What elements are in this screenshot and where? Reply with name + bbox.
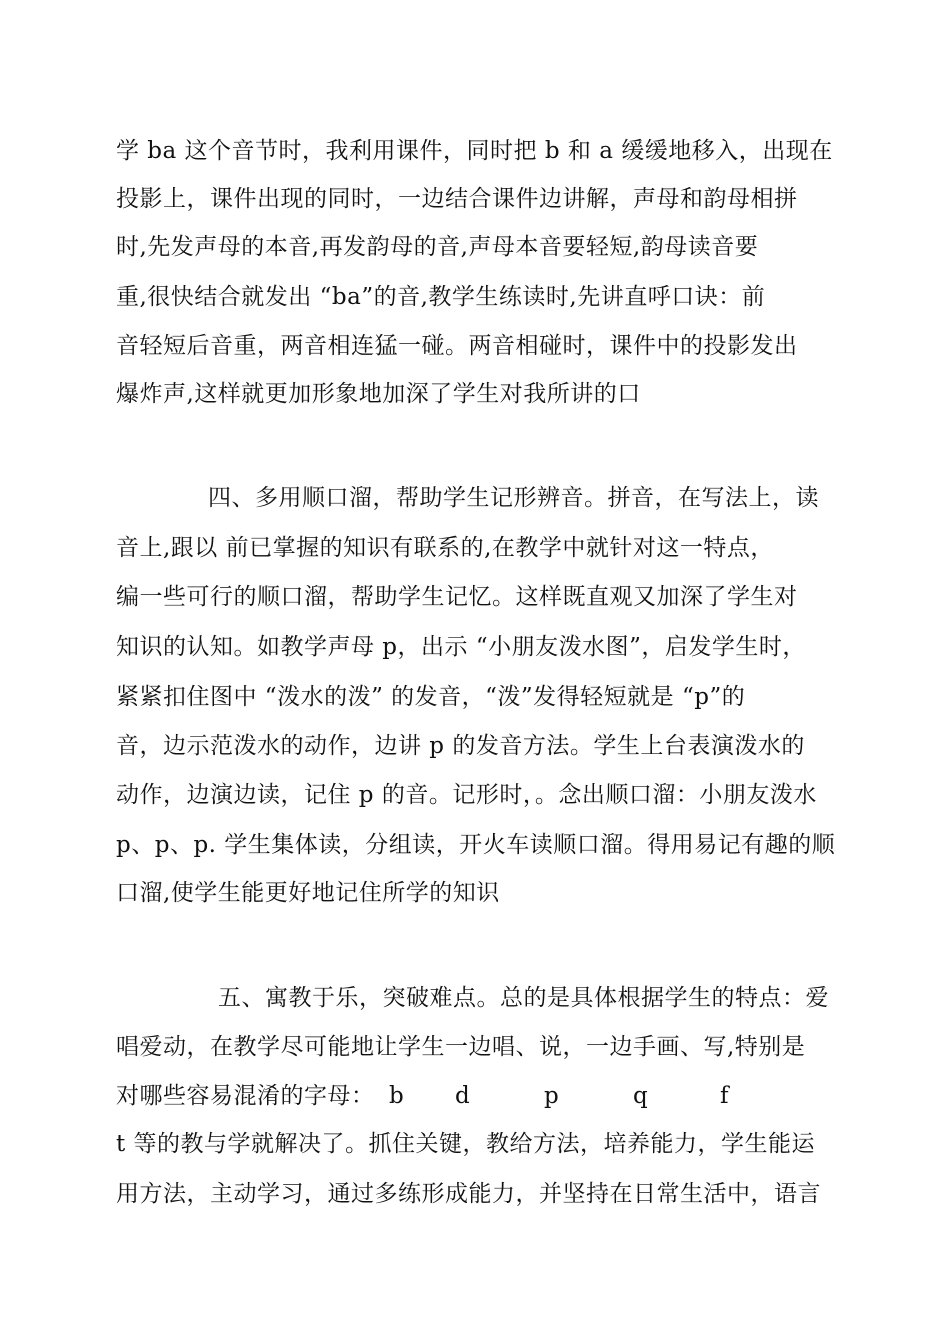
paragraph3-line-2: 唱爱动，在教学尽可能地让学生一边唱、说，一边手画、写,特别是 — [116, 1034, 806, 1060]
paragraph2-line-9: 口溜,使学生能更好地记住所学的知识 — [116, 880, 500, 906]
paragraph1-line-3: 时,先发声母的本音,再发韵母的音,声母本音要轻短,韵母读音要 — [116, 234, 759, 260]
letter-f: f — [720, 1083, 729, 1109]
paragraph2-line-6: 音，边示范泼水的动作，边讲 p 的发音方法。学生上台表演泼水的 — [116, 733, 805, 759]
paragraph1-line-6: 爆炸声,这样就更加形象地加深了学生对我所讲的口 — [116, 381, 641, 407]
paragraph2-line-1: 四、多用顺口溜，帮助学生记形辨音。拼音，在写法上，读 — [208, 485, 819, 511]
paragraph3-continuation-line-2: 用方法，主动学习，通过多练形成能力，并坚持在日常生活中，语言 — [116, 1181, 821, 1207]
paragraph3-continuation-line-1: t 等的教与学就解决了。抓住关键，教给方法，培养能力，学生能运 — [116, 1131, 816, 1157]
paragraph1-line-1: 学 ba 这个音节时，我利用课件，同时把 b 和 a 缓缓地移入，出现在 — [116, 138, 833, 164]
paragraph3-line-1: 五、寓教于乐，突破难点。总的是具体根据学生的特点：爱 — [218, 985, 829, 1011]
letter-q: q — [633, 1083, 648, 1109]
letter-p: p — [544, 1083, 559, 1109]
paragraph1-line-5: 音轻短后音重，两音相连猛一碰。两音相碰时，课件中的投影发出 — [116, 333, 798, 359]
paragraph2-line-4: 知识的认知。如教学声母 p，出示 “小朋友泼水图”，启发学生时， — [116, 634, 806, 660]
paragraph2-line-8: p、p、p. 学生集体读，分组读，开火车读顺口溜。得用易记有趣的顺 — [116, 832, 836, 858]
paragraph2-line-3: 编一些可行的顺口溜，帮助学生记忆。这样既直观又加深了学生对 — [116, 584, 798, 610]
paragraph3-line-3: 对哪些容易混淆的字母： — [116, 1083, 375, 1109]
paragraph2-line-2: 音上,跟以 前已掌握的知识有联系的,在教学中就针对这一特点， — [116, 535, 774, 561]
paragraph2-line-5: 紧紧扣住图中 “泼水的泼” 的发音，“泼”发得轻短就是 “p”的 — [116, 684, 746, 710]
letter-d: d — [455, 1083, 470, 1109]
paragraph1-line-4: 重,很快结合就发出 “ba”的音,教学生练读时,先讲直呼口诀：前 — [116, 284, 766, 310]
paragraph1-line-2: 投影上，课件出现的同时，一边结合课件边讲解，声母和韵母相拼 — [116, 186, 798, 212]
letter-b: b — [389, 1083, 404, 1109]
paragraph2-line-7: 动作，边演边读，记住 p 的音。记形时，。念出顺口溜：小朋友泼水 — [116, 782, 817, 808]
